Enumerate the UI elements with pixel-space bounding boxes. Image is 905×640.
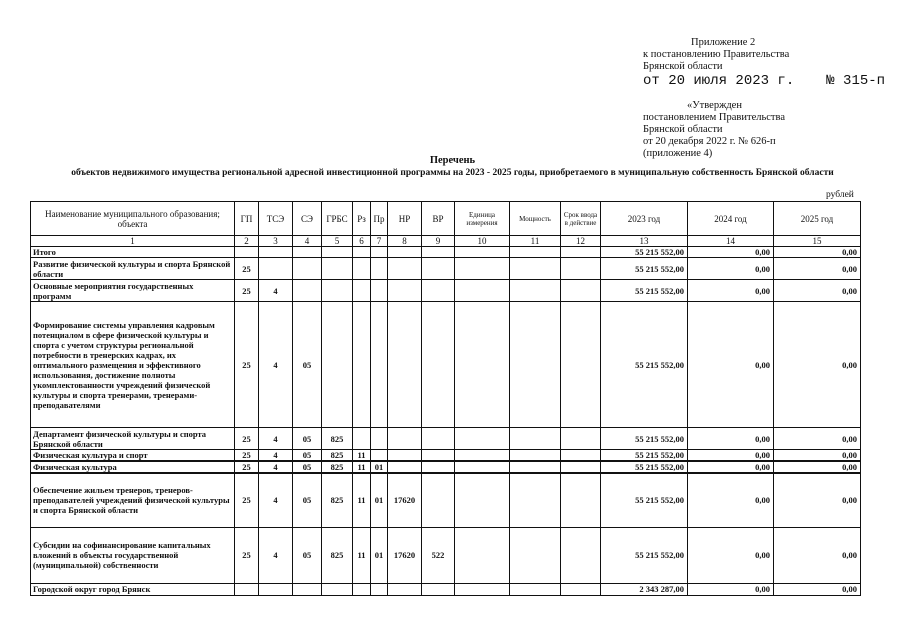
- term-cell: [561, 302, 601, 428]
- term-cell: [561, 280, 601, 302]
- unit-cell: [455, 280, 510, 302]
- unit-cell: [455, 302, 510, 428]
- amount-2024: 0,00: [688, 583, 774, 595]
- code-gp: 25: [235, 428, 259, 450]
- code-gp: 25: [235, 473, 259, 527]
- code-se: [293, 583, 322, 595]
- code-pr: 01: [371, 461, 388, 473]
- term-cell: [561, 461, 601, 473]
- code-gp: [235, 583, 259, 595]
- table-row: [31, 280, 861, 302]
- amount-2025: 0,00: [774, 258, 861, 280]
- appendix-date: от 20 июля 2023 г.: [643, 73, 795, 89]
- code-vr: [422, 247, 455, 258]
- amount-2023: 55 215 552,00: [601, 302, 688, 428]
- header-cell: 2025 год: [774, 202, 861, 236]
- header-cell: НР: [388, 202, 422, 236]
- approved-line-2: постановлением Правительства: [643, 112, 786, 123]
- amount-2024: 0,00: [688, 473, 774, 527]
- amount-2024: 0,00: [688, 302, 774, 428]
- amount-2023: 55 215 552,00: [601, 258, 688, 280]
- amount-2023: 55 215 552,00: [601, 461, 688, 473]
- code-pr: [371, 428, 388, 450]
- column-number: 10: [455, 236, 510, 247]
- row-name: Формирование системы управления кадровым потенциалом в сфере физической культуры и спорта с учетом структуры региональной потребности в тренерских кадрах, их оптимального размещения и эффективного использования, достижение полноты укомплектованности учреждений физической культуры и спорта тренерами, тренерами-преподавателями: [31, 302, 235, 428]
- capacity-cell: [510, 461, 561, 473]
- code-vr: [422, 258, 455, 280]
- code-nr: [388, 428, 422, 450]
- code-rz: [353, 247, 371, 258]
- code-rz: 11: [353, 450, 371, 462]
- investment-table: [30, 201, 861, 596]
- amount-2024: 0,00: [688, 428, 774, 450]
- code-rz: 11: [353, 527, 371, 583]
- row-name: Физическая культура: [31, 461, 235, 473]
- table-row: [31, 461, 861, 473]
- code-grbs: 825: [322, 461, 353, 473]
- code-nr: [388, 302, 422, 428]
- column-number-row: [31, 236, 861, 247]
- code-se: [293, 258, 322, 280]
- code-tse: [259, 247, 293, 258]
- code-nr: [388, 247, 422, 258]
- code-pr: [371, 258, 388, 280]
- code-grbs: [322, 280, 353, 302]
- code-gp: 25: [235, 527, 259, 583]
- amount-2025: 0,00: [774, 302, 861, 428]
- unit-cell: [455, 461, 510, 473]
- code-vr: [422, 583, 455, 595]
- capacity-cell: [510, 280, 561, 302]
- code-grbs: [322, 302, 353, 428]
- code-pr: [371, 302, 388, 428]
- code-rz: [353, 280, 371, 302]
- header-cell: ТСЭ: [259, 202, 293, 236]
- approved-line-5: (приложение 4): [643, 148, 713, 159]
- table-row: [31, 428, 861, 450]
- code-rz: 11: [353, 473, 371, 527]
- amount-2025: 0,00: [774, 473, 861, 527]
- term-cell: [561, 527, 601, 583]
- code-tse: 4: [259, 473, 293, 527]
- table-row: [31, 258, 861, 280]
- amount-2025: 0,00: [774, 450, 861, 462]
- capacity-cell: [510, 527, 561, 583]
- row-name: Итого: [31, 247, 235, 258]
- code-grbs: 825: [322, 428, 353, 450]
- unit-cell: [455, 247, 510, 258]
- code-rz: [353, 258, 371, 280]
- code-pr: [371, 450, 388, 462]
- amount-2023: 2 343 287,00: [601, 583, 688, 595]
- amount-2024: 0,00: [688, 247, 774, 258]
- approved-line-3: Брянской области: [643, 124, 723, 135]
- code-gp: 25: [235, 461, 259, 473]
- header-cell: Срок ввода в действие: [561, 202, 601, 236]
- header-cell: ГРБС: [322, 202, 353, 236]
- column-number: 12: [561, 236, 601, 247]
- code-vr: [422, 428, 455, 450]
- capacity-cell: [510, 258, 561, 280]
- amount-2025: 0,00: [774, 280, 861, 302]
- code-tse: 4: [259, 428, 293, 450]
- code-pr: [371, 247, 388, 258]
- approved-line-4: от 20 декабря 2022 г. № 626-п: [643, 136, 776, 147]
- row-name: Развитие физической культуры и спорта Брянской области: [31, 258, 235, 280]
- approved-line-1: «Утвержден: [687, 100, 742, 111]
- column-number: 5: [322, 236, 353, 247]
- capacity-cell: [510, 247, 561, 258]
- header-cell: Наименование муниципального образования; объекта: [31, 202, 235, 236]
- appendix-block: [643, 37, 885, 89]
- row-name: Обеспечение жильем тренеров, тренеров-преподавателей учреждений физической культуры и спорта Брянской области: [31, 473, 235, 527]
- code-rz: [353, 583, 371, 595]
- code-pr: [371, 280, 388, 302]
- code-se: 05: [293, 473, 322, 527]
- column-number: 15: [774, 236, 861, 247]
- code-nr: 17620: [388, 527, 422, 583]
- amount-2025: 0,00: [774, 527, 861, 583]
- code-grbs: 825: [322, 450, 353, 462]
- amount-2025: 0,00: [774, 428, 861, 450]
- code-tse: [259, 583, 293, 595]
- row-name: Городской округ город Брянск: [31, 583, 235, 595]
- code-vr: [422, 461, 455, 473]
- amount-2025: 0,00: [774, 247, 861, 258]
- code-se: 05: [293, 428, 322, 450]
- column-number: 9: [422, 236, 455, 247]
- row-name: Субсидии на софинансирование капитальных вложений в объекты государственной (муниципальной) собственности: [31, 527, 235, 583]
- table-row: [31, 473, 861, 527]
- code-se: [293, 247, 322, 258]
- amount-2024: 0,00: [688, 280, 774, 302]
- code-tse: [259, 258, 293, 280]
- code-gp: 25: [235, 450, 259, 462]
- code-pr: 01: [371, 527, 388, 583]
- code-pr: 01: [371, 473, 388, 527]
- code-vr: [422, 302, 455, 428]
- column-number: 3: [259, 236, 293, 247]
- code-gp: 25: [235, 302, 259, 428]
- term-cell: [561, 473, 601, 527]
- column-number: 7: [371, 236, 388, 247]
- code-grbs: 825: [322, 527, 353, 583]
- column-number: 14: [688, 236, 774, 247]
- code-se: 05: [293, 527, 322, 583]
- term-cell: [561, 428, 601, 450]
- amount-2023: 55 215 552,00: [601, 247, 688, 258]
- code-se: 05: [293, 302, 322, 428]
- column-number: 13: [601, 236, 688, 247]
- code-tse: 4: [259, 527, 293, 583]
- header-cell: Рз: [353, 202, 371, 236]
- table-row: [31, 247, 861, 258]
- code-rz: [353, 302, 371, 428]
- amount-2024: 0,00: [688, 258, 774, 280]
- amount-2023: 55 215 552,00: [601, 280, 688, 302]
- header-row: [31, 202, 861, 236]
- unit-cell: [455, 450, 510, 462]
- code-rz: 11: [353, 461, 371, 473]
- capacity-cell: [510, 450, 561, 462]
- column-number: 4: [293, 236, 322, 247]
- term-cell: [561, 583, 601, 595]
- amount-2023: 55 215 552,00: [601, 428, 688, 450]
- capacity-cell: [510, 302, 561, 428]
- code-gp: 25: [235, 280, 259, 302]
- code-vr: [422, 473, 455, 527]
- column-number: 8: [388, 236, 422, 247]
- amount-2023: 55 215 552,00: [601, 450, 688, 462]
- appendix-line-3: Брянской области: [643, 61, 723, 72]
- code-gp: [235, 247, 259, 258]
- amount-2024: 0,00: [688, 527, 774, 583]
- code-se: 05: [293, 461, 322, 473]
- amount-2025: 0,00: [774, 583, 861, 595]
- header-cell: 2023 год: [601, 202, 688, 236]
- code-grbs: 825: [322, 473, 353, 527]
- appendix-date-line: [643, 73, 885, 89]
- term-cell: [561, 450, 601, 462]
- row-name: Департамент физической культуры и спорта Брянской области: [31, 428, 235, 450]
- unit-cell: [455, 583, 510, 595]
- code-grbs: [322, 247, 353, 258]
- code-nr: [388, 280, 422, 302]
- code-vr: [422, 450, 455, 462]
- appendix-number: № 315-п: [826, 73, 886, 89]
- table-row: [31, 527, 861, 583]
- unit-cell: [455, 428, 510, 450]
- table-row: [31, 302, 861, 428]
- amount-2024: 0,00: [688, 450, 774, 462]
- unit-cell: [455, 527, 510, 583]
- amount-2024: 0,00: [688, 461, 774, 473]
- term-cell: [561, 247, 601, 258]
- approved-block: [643, 100, 785, 160]
- column-number: 6: [353, 236, 371, 247]
- code-nr: [388, 450, 422, 462]
- code-grbs: [322, 583, 353, 595]
- code-grbs: [322, 258, 353, 280]
- code-vr: 522: [422, 527, 455, 583]
- unit-cell: [455, 473, 510, 527]
- column-number: 1: [31, 236, 235, 247]
- code-tse: 4: [259, 280, 293, 302]
- row-name: Физическая культура и спорт: [31, 450, 235, 462]
- code-gp: 25: [235, 258, 259, 280]
- header-cell: Мощность: [510, 202, 561, 236]
- header-cell: ВР: [422, 202, 455, 236]
- column-number: 2: [235, 236, 259, 247]
- header-cell: 2024 год: [688, 202, 774, 236]
- code-tse: 4: [259, 450, 293, 462]
- code-nr: 17620: [388, 473, 422, 527]
- document-title: [0, 155, 905, 179]
- amount-2025: 0,00: [774, 461, 861, 473]
- header-cell: Пр: [371, 202, 388, 236]
- capacity-cell: [510, 473, 561, 527]
- unit-label: рублей: [826, 190, 854, 200]
- appendix-line-2: к постановлению Правительства: [643, 49, 790, 60]
- term-cell: [561, 258, 601, 280]
- code-rz: [353, 428, 371, 450]
- code-nr: [388, 583, 422, 595]
- amount-2023: 55 215 552,00: [601, 473, 688, 527]
- code-nr: [388, 461, 422, 473]
- code-se: [293, 280, 322, 302]
- capacity-cell: [510, 428, 561, 450]
- code-pr: [371, 583, 388, 595]
- title-sub: объектов недвижимого имущества региональной адресной инвестиционной программы на 2023 - 2025 годы, приобретаемого в муниципальную собственность Брянской области: [71, 168, 834, 178]
- capacity-cell: [510, 583, 561, 595]
- code-se: 05: [293, 450, 322, 462]
- code-tse: 4: [259, 302, 293, 428]
- row-name: Основные мероприятия государственных программ: [31, 280, 235, 302]
- header-cell: СЭ: [293, 202, 322, 236]
- header-cell: ГП: [235, 202, 259, 236]
- header-cell: Единица измерения: [455, 202, 510, 236]
- appendix-line-1: Приложение 2: [691, 37, 756, 48]
- title-main: Перечень: [429, 155, 476, 166]
- column-number: 11: [510, 236, 561, 247]
- table-row: [31, 450, 861, 462]
- table-row: [31, 583, 861, 595]
- amount-2023: 55 215 552,00: [601, 527, 688, 583]
- code-vr: [422, 280, 455, 302]
- unit-cell: [455, 258, 510, 280]
- code-nr: [388, 258, 422, 280]
- code-tse: 4: [259, 461, 293, 473]
